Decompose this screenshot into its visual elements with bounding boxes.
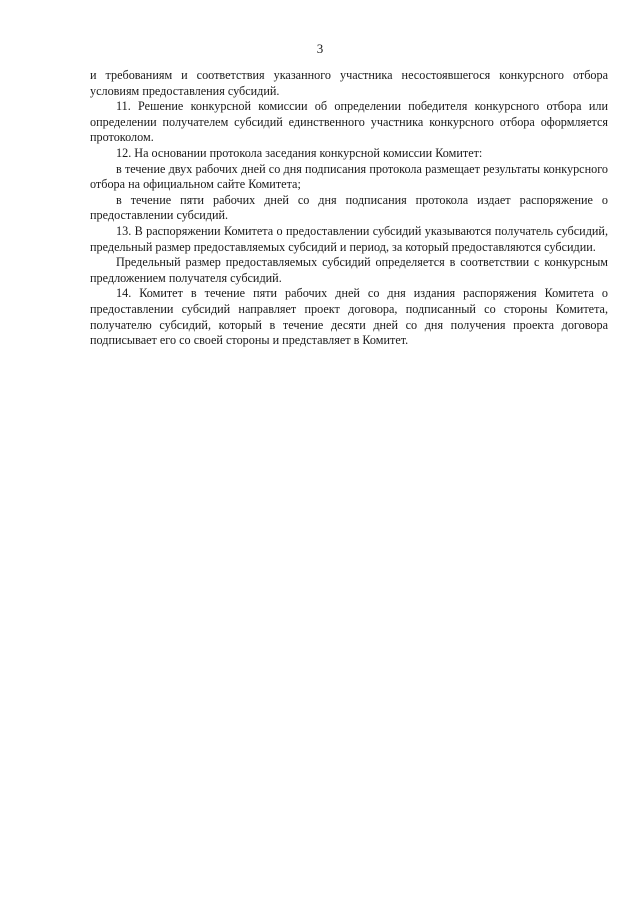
page-number: 3 xyxy=(316,41,324,56)
paragraph-item-13: 13. В распоряжении Комитета о предоставлении субсидий указываются получатель субсидий, предельный размер предоставляемых субсидий и период, за который предоставляются субсидии. xyxy=(90,223,608,254)
paragraph-item-11: 11. Решение конкурсной комиссии об определении победителя конкурсного отбора или определении получателем субсидий единственного участника конкурсного отбора оформляется протоколом. xyxy=(90,99,608,145)
document-body xyxy=(90,68,608,349)
paragraph-continuation: и требованиям и соответствия указанного участника несостоявшегося конкурсного отбора условиям предоставления субсидий. xyxy=(90,68,608,98)
paragraph-item-12: 12. На основании протокола заседания конкурсной комиссии Комитет: xyxy=(116,145,483,160)
paragraph-item-12-clause-1: в течение двух рабочих дней со дня подписания протокола размещает результаты конкурсного отбора на официальном сайте Комитета; xyxy=(90,161,608,192)
paragraph-item-13-limit: Предельный размер предоставляемых субсидий определяется в соответствии с конкурсным предложением получателя субсидий. xyxy=(90,255,608,285)
paragraph-item-12-clause-2: в течение пяти рабочих дней со дня подписания протокола издает распоряжение о предоставлении субсидий. xyxy=(90,192,608,223)
paragraph-item-14: 14. Комитет в течение пяти рабочих дней со дня издания распоряжения Комитета о предоставлении субсидий направляет проект договора, подписанный со стороны Комитета, получателю субсидий, который в течение десяти дней со дня получения проекта договора подписывает его со своей стороны и представляет в Комитет. xyxy=(90,286,608,348)
